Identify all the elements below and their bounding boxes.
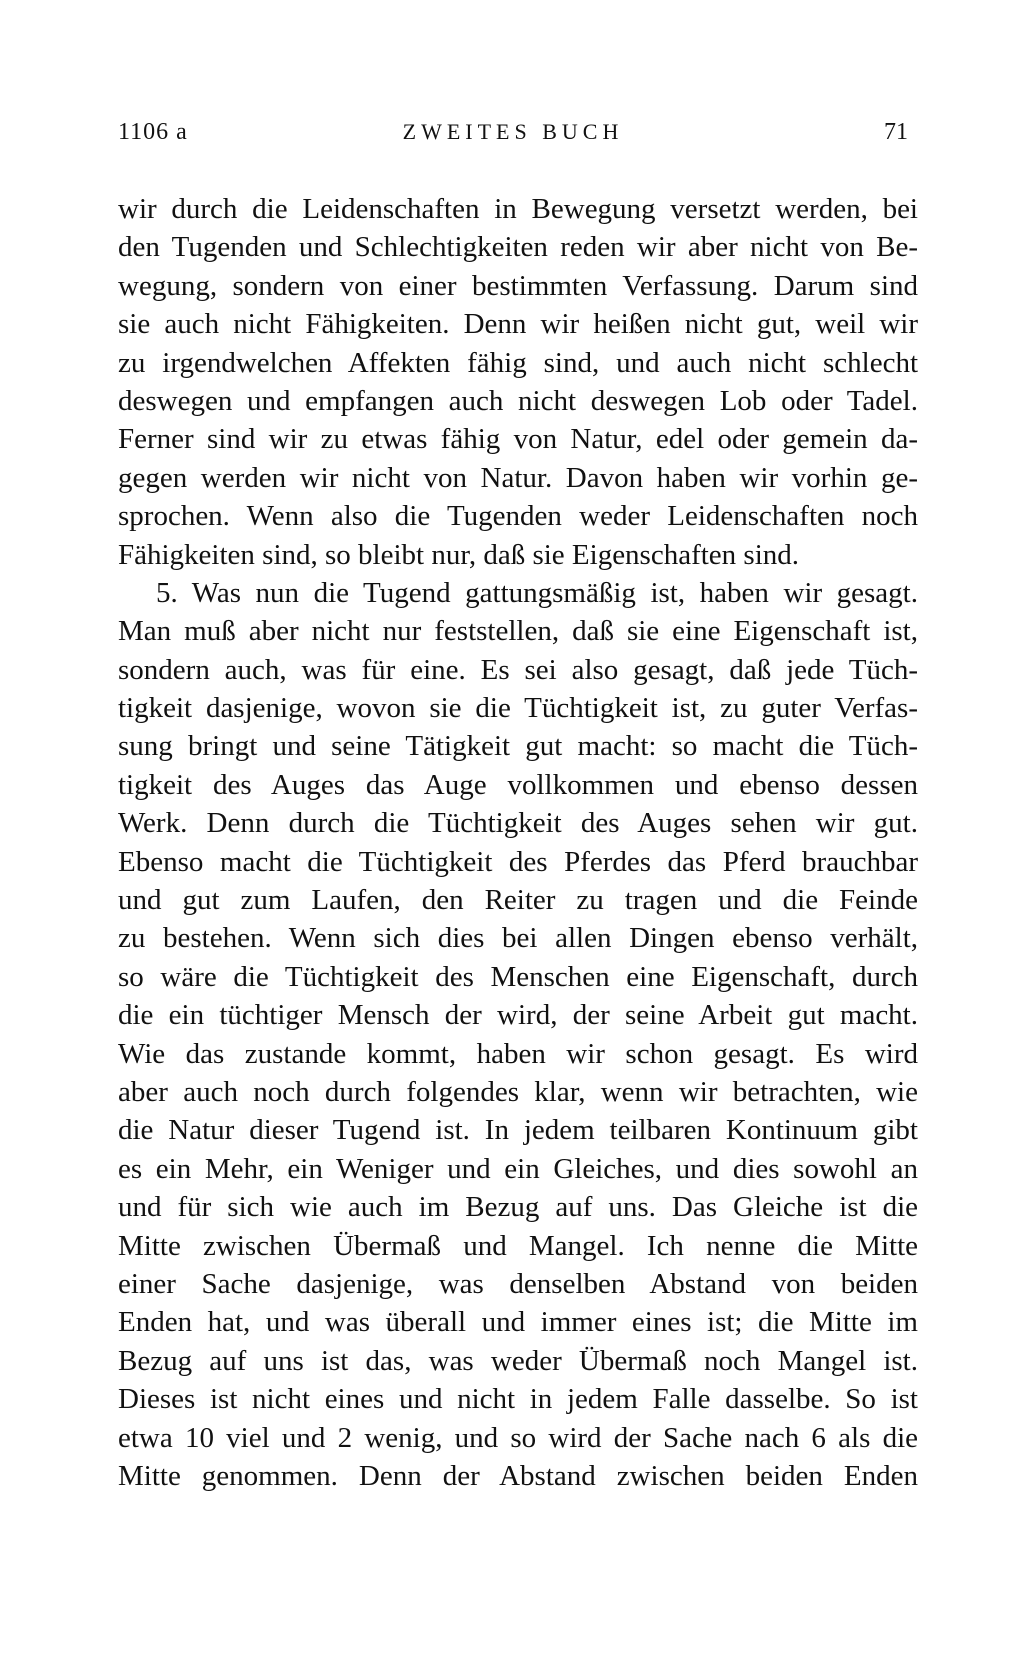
text-line: tigkeit dasjenige, wovon sie die Tüchtigkeit ist, zu guter Verfas-	[118, 692, 918, 725]
text-line: es ein Mehr, ein Weniger und ein Gleiches, und dies sowohl an	[118, 1152, 918, 1185]
text-line: Ebenso macht die Tüchtigkeit des Pferdes das Pferd brauchbar	[118, 845, 918, 878]
text-line: etwa 10 viel und 2 wenig, und so wird der Sache nach 6 als die	[118, 1421, 918, 1454]
text-line: sung bringt und seine Tätigkeit gut macht: so macht die Tüch-	[118, 730, 918, 763]
text-line: deswegen und empfangen auch nicht deswegen Lob oder Tadel.	[118, 384, 918, 417]
text-line: tigkeit des Auges das Auge vollkommen und ebenso dessen	[118, 768, 918, 801]
text-line: und für sich wie auch im Bezug auf uns. Das Gleiche ist die	[118, 1191, 918, 1224]
running-head	[118, 112, 908, 152]
text-line: sondern auch, was für eine. Es sei also gesagt, daß jede Tüch-	[118, 653, 918, 686]
text-line: Mitte genommen. Denn der Abstand zwischen beiden Enden	[118, 1459, 918, 1492]
text-line: einer Sache dasjenige, was denselben Abstand von beiden	[118, 1267, 918, 1300]
text-line: aber auch noch durch folgendes klar, wenn wir betrachten, wie	[118, 1075, 918, 1108]
text-line: Enden hat, und was überall und immer eines ist; die Mitte im	[118, 1306, 918, 1339]
text-line: Fähigkeiten sind, so bleibt nur, daß sie Eigenschaften sind.	[118, 538, 800, 571]
text-line: zu bestehen. Wenn sich dies bei allen Dingen ebenso verhält,	[118, 922, 918, 955]
text-line: Ferner sind wir zu etwas fähig von Natur, edel oder gemein da-	[118, 423, 918, 456]
text-line: sie auch nicht Fähigkeiten. Denn wir heißen nicht gut, weil wir	[118, 308, 918, 341]
text-line: Bezug auf uns ist das, was weder Übermaß noch Mangel ist.	[118, 1344, 918, 1377]
text-line: Mitte zwischen Übermaß und Mangel. Ich nenne die Mitte	[118, 1229, 918, 1262]
text-line: wegung, sondern von einer bestimmten Verfassung. Darum sind	[118, 269, 918, 302]
text-line: zu irgendwelchen Affekten fähig sind, und auch nicht schlecht	[118, 346, 918, 379]
body-text	[118, 190, 918, 1495]
page-number: 71	[884, 119, 908, 145]
book-title: ZWEITES BUCH	[402, 119, 624, 144]
text-line: die Natur dieser Tugend ist. In jedem teilbaren Kontinuum gibt	[118, 1114, 918, 1147]
text-line: so wäre die Tüchtigkeit des Menschen eine Eigenschaft, durch	[118, 960, 918, 993]
text-line: und gut zum Laufen, den Reiter zu tragen und die Feinde	[118, 884, 918, 917]
text-line: gegen werden wir nicht von Natur. Davon haben wir vorhin ge-	[118, 461, 918, 494]
text-line: den Tugenden und Schlechtigkeiten reden wir aber nicht von Be-	[118, 231, 918, 264]
text-line: sprochen. Wenn also die Tugenden weder Leidenschaften noch	[118, 500, 918, 533]
bekker-reference: 1106 a	[118, 119, 188, 145]
text-line: Werk. Denn durch die Tüchtigkeit des Auges sehen wir gut.	[118, 807, 918, 840]
text-line: die ein tüchtiger Mensch der wird, der seine Arbeit gut macht.	[118, 999, 918, 1032]
text-line: wir durch die Leidenschaften in Bewegung versetzt werden, bei	[118, 193, 918, 225]
text-line: Wie das zustande kommt, haben wir schon gesagt. Es wird	[118, 1037, 918, 1070]
text-line: Dieses ist nicht eines und nicht in jedem Falle dasselbe. So ist	[118, 1383, 918, 1416]
text-line: Man muß aber nicht nur feststellen, daß sie eine Eigenschaft ist,	[118, 615, 918, 648]
section-start-line: 5. Was nun die Tugend gattungsmäßig ist, haben wir gesagt.	[156, 576, 918, 609]
